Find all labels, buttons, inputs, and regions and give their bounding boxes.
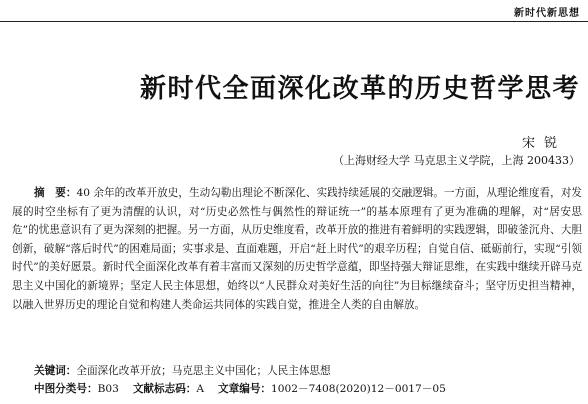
abstract [12,184,582,314]
journal-header: 新时代新思想 [514,8,580,19]
keywords [34,363,331,378]
header-rule [0,21,588,22]
clc-label: 中图分类号： [34,383,98,395]
doc-code-value: A [196,383,205,395]
article-no-value: 1002－7408(2020)12－0017－05 [271,383,446,395]
author-affiliation: （上海财经大学 马克思主义学院，上海 200433） [333,154,580,167]
keywords-label: 关键词： [34,365,77,377]
doc-code-label: 文献标志码： [132,383,197,395]
keywords-text: 全面深化改革开放；马克思主义中国化；人民主体思想 [76,365,331,377]
article-title: 新时代全面深化改革的历史哲学思考 [139,74,580,104]
classification-line [34,381,446,396]
clc-value: B03 [97,383,119,395]
article-no-label: 文章编号： [218,383,272,395]
article-author: 宋锐 [521,136,566,151]
abstract-text: 40 余年的改革开放史，生动勾勒出理论不断深化、实践持续延展的交融逻辑。一方面，从理论维度看，对发展的时空坐标有了更为清醒的认识，对“历史必然性与偶然性的辩证统一”的基本原理有了更为准确的理解，对“居安思危”的忧患意识有了更为深刻的把握。另一方面，从历史维度看，改革开放的推进有着鲜明的实践逻辑，即破釜沉舟、大胆创新，破解“落后时代”的困难局面；实事求是、直面难题，开启“赶上时代”的艰辛历程；自觉自信、砥砺前行，实现“引领时代”的美好愿景。新时代全面深化改革有着丰富而又深刻的历史哲学意蕴，即坚持强大辩证思维，在实践中继续开辟马克思主义中国化的新境界；坚定人民主体思想，始终以“人民群众对美好生活的向往”为目标继续奋斗；坚守历史担当精神，以融入世界历史的理论自觉和构建人类命运共同体的实践自觉，推进全人类的自由解放。 [12,187,583,311]
abstract-label: 摘 要： [34,187,77,199]
